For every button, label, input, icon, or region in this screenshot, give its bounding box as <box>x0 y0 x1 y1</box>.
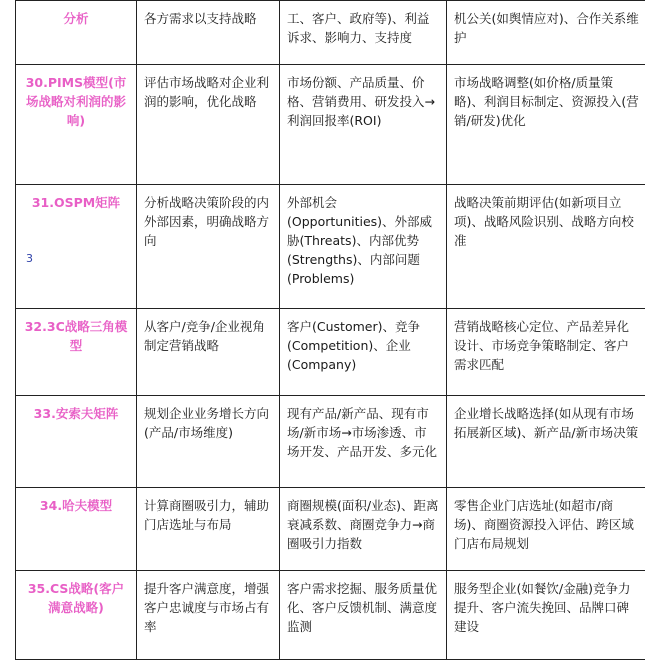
application-cell: 战略决策前期评估(如新项目立项)、战略风险识别、战略方向校准 <box>447 185 645 309</box>
model-name-cell: 30.PIMS模型(市场战略对利润的影响) <box>16 65 137 185</box>
factors-cell: 市场份额、产品质量、价格、营销费用、研发投入→利润回报率(ROI) <box>280 65 447 185</box>
application-cell: 营销战略核心定位、产品差异化设计、市场竞争策略制定、客户需求匹配 <box>447 309 645 396</box>
table-row <box>16 488 645 571</box>
application-cell: 企业增长战略选择(如从现有市场拓展新区域)、新产品/新市场决策 <box>447 396 645 488</box>
model-name-cell: 分析 <box>16 1 137 65</box>
table-row <box>16 571 645 660</box>
table-row <box>16 309 645 396</box>
factors-cell: 外部机会(Opportunities)、外部威胁(Threats)、内部优势(Strengths)、内部问题(Problems) <box>280 185 447 309</box>
application-cell: 零售企业门店选址(如超市/商场)、商圈资源投入评估、跨区域门店布局规划 <box>447 488 645 571</box>
table-row <box>16 185 645 309</box>
purpose-cell: 评估市场战略对企业利润的影响，优化战略 <box>137 65 280 185</box>
factors-cell: 商圈规模(面积/业态)、距离衰减系数、商圈竞争力→商圈吸引力指数 <box>280 488 447 571</box>
purpose-cell: 计算商圈吸引力，辅助门店选址与布局 <box>137 488 280 571</box>
table-row <box>16 65 645 185</box>
application-cell: 服务型企业(如餐饮/金融)竞争力提升、客户流失挽回、品牌口碑建设 <box>447 571 645 660</box>
model-name-cell: 33.安索夫矩阵 <box>16 396 137 488</box>
table-row <box>16 1 645 65</box>
application-cell: 市场战略调整(如价格/质量策略)、利润目标制定、资源投入(营销/研发)优化 <box>447 65 645 185</box>
purpose-cell: 分析战略决策阶段的内外部因素，明确战略方向 <box>137 185 280 309</box>
model-name-cell: 35.CS战略(客户满意战略) <box>16 571 137 660</box>
factors-cell: 现有产品/新产品、现有市场/新市场→市场渗透、市场开发、产品开发、多元化 <box>280 396 447 488</box>
factors-cell: 工、客户、政府等)、利益诉求、影响力、支持度 <box>280 1 447 65</box>
purpose-cell: 提升客户满意度，增强客户忠诚度与市场占有率 <box>137 571 280 660</box>
model-name-cell: 32.3C战略三角模型 <box>16 309 137 396</box>
table-row <box>16 396 645 488</box>
factors-cell: 客户(Customer)、竞争(Competition)、企业(Company) <box>280 309 447 396</box>
purpose-cell: 从客户/竞争/企业视角制定营销战略 <box>137 309 280 396</box>
application-cell: 机公关(如舆情应对)、合作关系维护 <box>447 1 645 65</box>
stray-mark: 3 <box>26 252 33 265</box>
purpose-cell: 规划企业业务增长方向(产品/市场维度) <box>137 396 280 488</box>
strategy-model-table <box>15 0 645 660</box>
model-name-cell: 34.哈夫模型 <box>16 488 137 571</box>
model-name-cell <box>16 185 137 309</box>
model-name: 31.OSPM矩阵 <box>31 195 121 210</box>
purpose-cell: 各方需求以支持战略 <box>137 1 280 65</box>
factors-cell: 客户需求挖掘、服务质量优化、客户反馈机制、满意度监测 <box>280 571 447 660</box>
